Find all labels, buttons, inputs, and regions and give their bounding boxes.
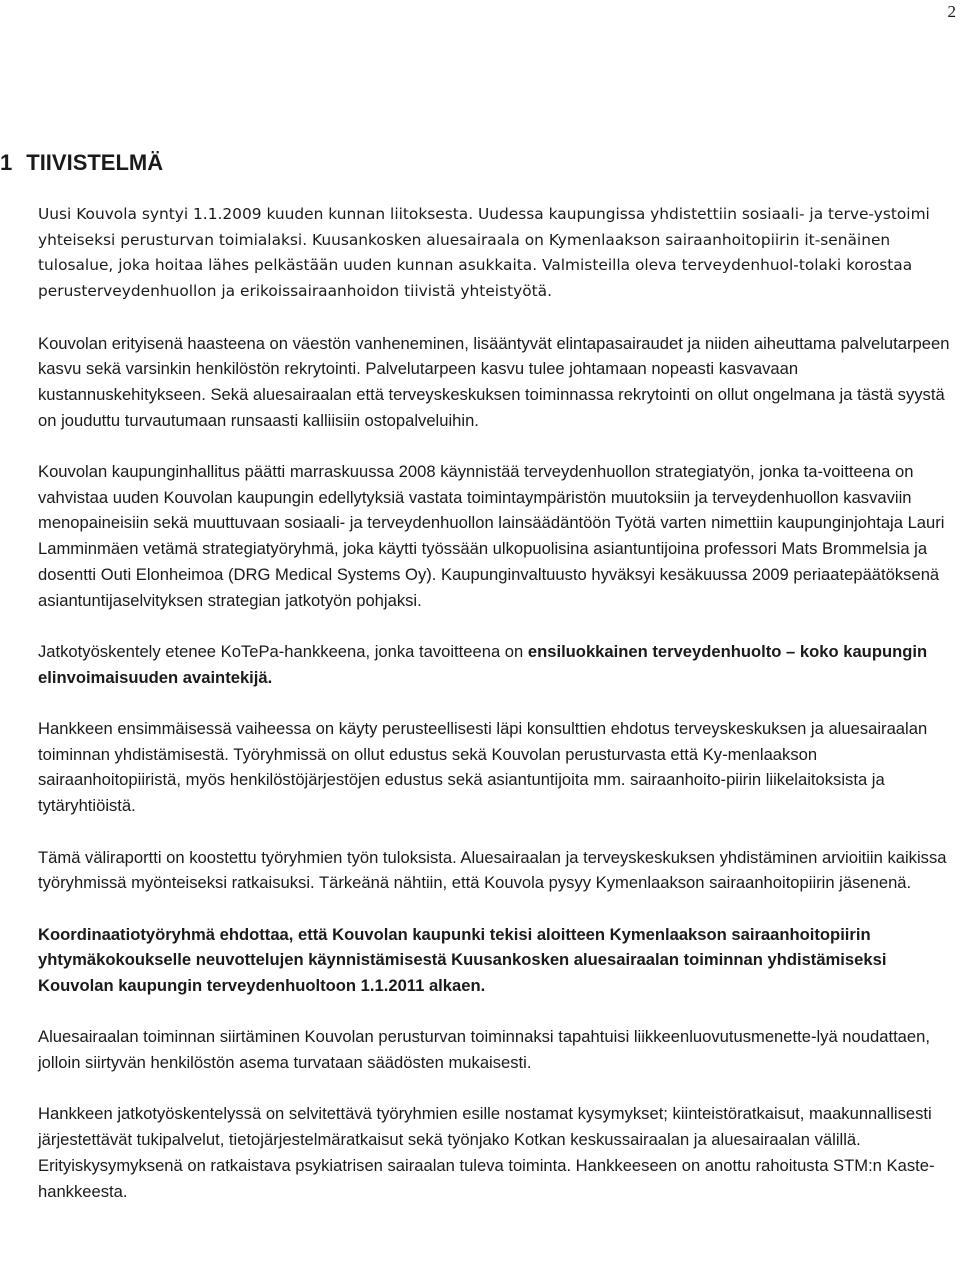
kotepa-goal: ensiluokkainen terveydenhuolto – koko kaupungin elinvoimaisuuden avaintekijä. xyxy=(38,641,928,687)
paragraph-proposal xyxy=(38,922,956,999)
paragraph-kotepa xyxy=(38,639,956,690)
section-heading xyxy=(0,150,163,176)
paragraph-further-work: Hankkeen jatkotyöskentelyssä on selvitettävä työryhmien esille nostamat kysymykset; kiinteistöratkaisut, maakunnallisesti järjestettävät tukipalvelut, tietojärjestelmäratkaisut sekä työnjako Kotkan keskussairaalan ja aluesairaalan välillä. Erityiskysymyksenä on ratkaistava psykiatrisen sairaalan tuleva toiminta. Hankkeeseen on anottu rahoitusta STM:n Kaste-hankkeesta. xyxy=(38,1104,935,1201)
paragraph-intro: Uusi Kouvola syntyi 1.1.2009 kuuden kunnan liitoksesta. Uudessa kaupungissa yhdistettiin sosiaali- ja terve-ystoimi yhteiseksi perusturvan toimialaksi. Kuusankosken aluesairaala on Kymenlaakson sairaanhoitopiirin it-senäinen tulosalue, joka hoitaa lähes pelkästään uuden kunnan asukkaita. Valmisteilla oleva terveydenhuol-tolaki korostaa perusterveydenhuollon ja erikoissairaanhoidon tiivistä yhteistyötä. xyxy=(38,205,930,301)
proposal-text: Koordinaatiotyöryhmä ehdottaa, että Kouvolan kaupunki tekisi aloitteen Kymenlaakson sairaanhoitopiirin yhtymäkokoukselle neuvottelujen käynnistämisestä Kuusankosken aluesairaalan toiminnan yhdistämiseksi Kouvolan kaupungin terveydenhuoltoon 1.1.2011 alkaen. xyxy=(38,924,887,995)
paragraph-transfer: Aluesairaalan toiminnan siirtäminen Kouvolan perusturvan toiminnaksi tapahtuisi liikkeenluovutusmenette-lyä noudattaen, jolloin siirtyvän henkilöstön asema turvataan säädösten mukaisesti. xyxy=(38,1027,930,1073)
paragraph-strategy: Kouvolan kaupunginhallitus päätti marraskuussa 2008 käynnistää terveydenhuollon strategiatyön, jonka ta-voitteena on vahvistaa uuden Kouvolan kaupungin edellytyksiä vastata toimintaympäristön muutoksiin ja terveydenhuollon kasvaviin menopaineisiin sekä muuttuvaan sosiaali- ja terveydenhuollon lainsäädäntöön Työtä varten nimettiin kaupunginjohtaja Lauri Lamminmäen vetämä strategiatyöryhmä, joka käytti työssään ulkopuolisina asiantuntijoina professori Mats Brommelsia ja dosentti Outi Elonheimoa (DRG Medical Systems Oy). Kaupunginvaltuusto hyväksyi kesäkuussa 2009 periaatepäätöksenä asiantuntijaselvityksen strategian jatkotyön pohjaksi. xyxy=(38,462,945,610)
page-number: 2 xyxy=(947,2,956,21)
paragraph-challenges: Kouvolan erityisenä haasteena on väestön vanheneminen, lisääntyvät elintapasairaudet ja niiden aiheuttama palvelutarpeen kasvu sekä varsinkin henkilöstön rekrytointi. Palvelutarpeen kasvu tulee johtamaan nopeasti kasvavaan kustannuskehitykseen. Sekä aluesairaalan että terveyskeskuksen toiminnassa rekrytointi on ollut ongelmana ja tästä syystä on jouduttu turvautumaan runsaasti kalliisiin ostopalveluihin. xyxy=(38,333,950,430)
document-body xyxy=(38,202,956,1204)
section-number: 1 xyxy=(0,150,13,175)
kotepa-text: Jatkotyöskentely etenee KoTePa-hankkeena, jonka tavoitteena on xyxy=(38,641,528,661)
paragraph-interim-report: Tämä väliraportti on koostettu työryhmien työn tuloksista. Aluesairaalan ja terveyskeskuksen yhdistäminen arvioitiin kaikissa työryhmissä myönteiseksi ratkaisuksi. Tärkeänä nähtiin, että Kouvola pysyy Kymenlaakson sairaanhoitopiirin jäsenenä. xyxy=(38,847,947,893)
paragraph-first-phase: Hankkeen ensimmäisessä vaiheessa on käyty perusteellisesti läpi konsulttien ehdotus terveyskeskuksen ja aluesairaalan toiminnan yhdistämisestä. Työryhmissä on ollut edustus sekä Kouvolan perusturvasta että Ky-menlaakson sairaanhoitopiiristä, myös henkilöstöjärjestöjen edustus sekä asiantuntijoita mm. sairaanhoito-piirin liikelaitoksista ja tytäryhtiöistä. xyxy=(38,719,928,816)
section-title: TIIVISTELMÄ xyxy=(26,150,164,175)
